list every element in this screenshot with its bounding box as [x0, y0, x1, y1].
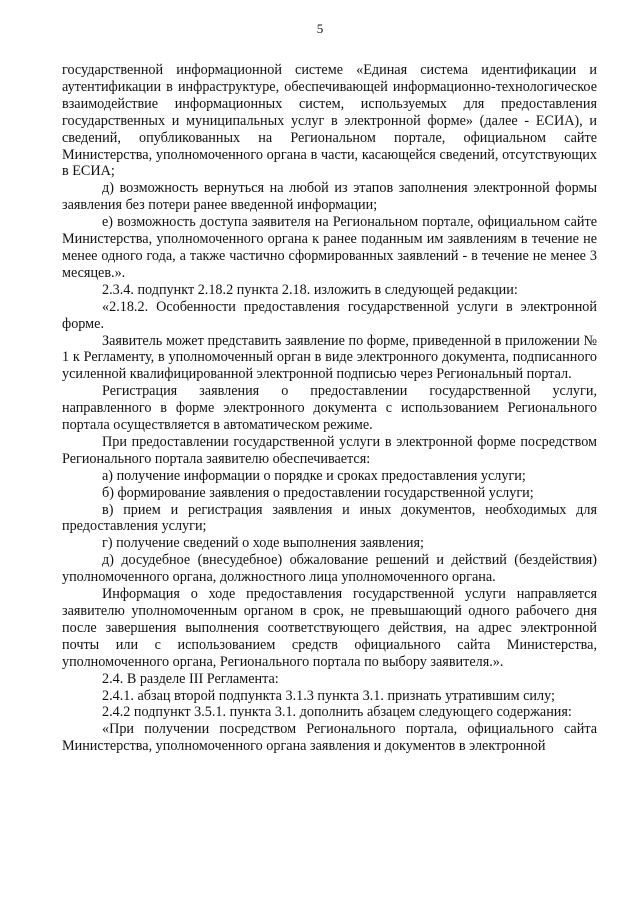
paragraph-registration: Регистрация заявления о предоставлении государственной услуги, направленного в форме электронного документа с использованием Регионального портала осуществляется в автоматическом режиме.: [62, 383, 597, 434]
list-item-a: а) получение информации о порядке и сроках предоставления услуги;: [102, 467, 526, 484]
paragraph-provision-intro: При предоставлении государственной услуги в электронной форме посредством Регионального портала заявителю обеспечивается:: [62, 433, 597, 467]
paragraph-item-d-return: д) возможность вернуться на любой из этапов заполнения электронной формы заявления без потери ранее введенной информации;: [62, 180, 597, 214]
paragraph-applicant-submit: Заявитель может представить заявление по форме, приведенной в приложении № 1 к Регламенту, в уполномоченный орган в виде электронного документа, подписанного усиленной квалифицированной электронной подписью через Региональный портал.: [62, 332, 597, 383]
paragraph-quote-start: «При получении посредством Регионального портала, официального сайта Министерства, уполномоченного органа заявления и документов в электронной: [62, 721, 597, 755]
paragraph-item-e-access: е) возможность доступа заявителя на Региональном портале, официальном сайте Министерства, уполномоченного органа к ранее поданным им заявлениям в течение не менее одного года, а также частично сформированных заявлений - в течение не менее 3 месяцев.».: [62, 214, 597, 281]
list-item-d: д) досудебное (внесудебное) обжалование решений и действий (бездействия) уполномоченного органа, должностного лица уполномоченного органа.: [62, 552, 597, 586]
list-item-g: г) получение сведений о ходе выполнения заявления;: [102, 535, 424, 552]
paragraph-2-4: 2.4. В разделе III Регламента:: [102, 670, 279, 687]
paragraph-2-3-4: 2.3.4. подпункт 2.18.2 пункта 2.18. изложить в следующей редакции:: [102, 281, 518, 298]
paragraph-continuation-esia: государственной информационной системе «Единая система идентификации и аутентификации в инфраструктуре, обеспечивающей информационно-технологическое взаимодействие информационных систем, используемых для предоставления государственных и муниципальных услуг в электронной форме» (далее - ЕСИА), и сведений, опубликованных на Региональном портале, официальном сайте Министерства, уполномоченного органа в части, касающейся сведений, отсутствующих в ЕСИА;: [62, 62, 597, 180]
paragraph-progress-info: Информация о ходе предоставления государственной услуги направляется заявителю уполномоченным органом в срок, не превышающий одного рабочего дня после завершения выполнения соответствующего действия, на адрес электронной почты или с использованием средств официального сайта Министерства, уполномоченного органа, Регионального портала по выбору заявителя.».: [62, 586, 597, 670]
paragraph-2-4-1: 2.4.1. абзац второй подпункта 3.1.3 пункта 3.1. признать утратившим силу;: [102, 687, 555, 704]
list-item-v: в) прием и регистрация заявления и иных документов, необходимых для предоставления услуги;: [62, 501, 597, 535]
document-body: [62, 62, 597, 755]
page-number: 5: [316, 21, 324, 36]
list-item-b: б) формирование заявления о предоставлении государственной услуги;: [102, 484, 534, 501]
paragraph-2-4-2: 2.4.2 подпункт 3.5.1. пункта 3.1. дополнить абзацем следующего содержания:: [102, 704, 572, 721]
paragraph-2-18-2-heading: «2.18.2. Особенности предоставления государственной услуги в электронной форме.: [62, 298, 597, 332]
